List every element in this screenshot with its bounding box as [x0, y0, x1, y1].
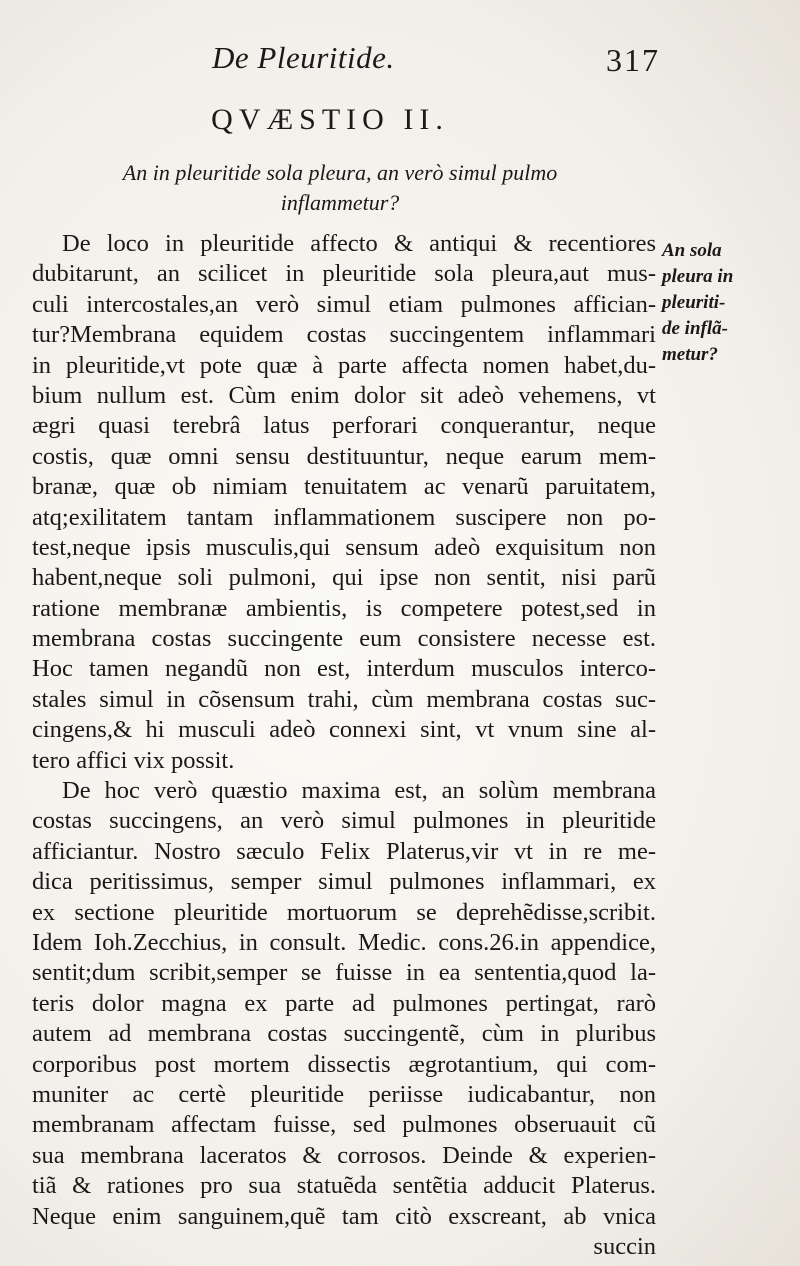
body-line: De loco in pleuritide affecto & antiqui & recentiores [62, 230, 656, 257]
body-line: tero affici vix possit. [32, 746, 235, 774]
body-line: Hoc tamen negandũ non est, interdum musculos interco- [32, 655, 656, 683]
body-line: sua membrana laceratos & corrosos. Deinde & experien- [32, 1141, 656, 1169]
body-line: De hoc verò quæstio maxima est, an solùm membrana [62, 777, 656, 805]
body-line: Neque enim sanguinem,quẽ tam citò exscreant, ab vnica [32, 1202, 656, 1230]
running-head [200, 40, 660, 80]
body-line: costas succingens, an verò simul pulmones in pleuritide [32, 807, 656, 835]
body-line: culi intercostales,an verò simul etiam pulmones affician- [32, 290, 656, 318]
question-heading: QVÆSTIO II. [211, 103, 449, 136]
body-line: afficiantur. Nostro sæculo Felix Platerus,vir vt in re me- [32, 837, 656, 865]
margin-note-line: pleura in [662, 266, 734, 287]
margin-note-line: de inflã- [662, 318, 728, 339]
body-line: tiã & rationes pro sua statuẽda sentẽtia adducit Platerus. [32, 1172, 656, 1200]
body-line: in pleuritide,vt pote quæ à parte affecta nomen habet,du- [32, 351, 656, 379]
body-line: bium nullum est. Cùm enim dolor sit adeò vehemens, vt [32, 381, 656, 409]
body-line: tur?Membrana equidem costas succingentem inflammari [32, 321, 656, 349]
question-title-line: inflammetur? [280, 190, 400, 215]
body-line: branæ, quæ ob nimiam tenuitatem ac venarũ paruitatem, [32, 473, 656, 501]
body-line: ægri quasi terebrâ latus perforari conquerantur, neque [32, 412, 656, 440]
body-line: membrana costas succingente eum consistere necesse est. [32, 625, 656, 653]
margin-note-line: An sola [662, 240, 722, 261]
catchword: succin [593, 1232, 656, 1260]
body-line: teris dolor magna ex parte ad pulmones pertingat, rarò [32, 989, 656, 1017]
body-text [32, 229, 656, 1262]
question-title [60, 158, 620, 218]
body-line: cingens,& hi musculi adeò connexi sint, vt vnum sine al- [32, 716, 656, 744]
body-line: atq;exilitatem tantam inflammationem suscipere non po- [32, 503, 656, 531]
running-title: De Pleuritide. [212, 40, 395, 75]
body-line: membranam affectam fuisse, sed pulmones obseruauit cũ [32, 1111, 656, 1139]
body-line: stales simul in cõsensum trahi, cùm membrana costas suc- [32, 685, 656, 713]
question-title-line: An in pleuritide sola pleura, an verò simul pulmo [122, 160, 558, 185]
margin-note-line: metur? [662, 344, 718, 365]
margin-note [662, 238, 782, 368]
body-line: costis, quæ omni sensu destituuntur, neque earum mem- [32, 442, 656, 470]
body-line: muniter ac certè pleuritide periisse iudicabantur, non [32, 1080, 656, 1108]
body-line: test,neque ipsis musculis,qui sensum adeò exquisitum non [32, 533, 656, 561]
body-line: ratione membranæ ambientis, is competere potest,sed in [32, 594, 656, 622]
body-line: sentit;dum scribit,semper se fuisse in ea sententia,quod la- [32, 959, 656, 987]
body-line: habent,neque soli pulmoni, qui ipse non sentit, nisi parũ [32, 564, 656, 592]
body-line: ex sectione pleuritide mortuorum se deprehẽdisse,scribit. [32, 898, 656, 926]
body-line: dica peritissimus, semper simul pulmones inflammari, ex [32, 868, 656, 896]
body-line: dubitarunt, an scilicet in pleuritide sola pleura,aut mus- [32, 260, 656, 288]
page-number: 317 [606, 42, 660, 78]
margin-note-line: pleuriti- [662, 292, 726, 313]
body-line: autem ad membrana costas succingentẽ, cùm in pluribus [32, 1020, 656, 1048]
body-line: corporibus post mortem dissectis ægrotantium, qui com- [32, 1050, 656, 1078]
body-line: Idem Ioh.Zecchius, in consult. Medic. cons.26.in appendice, [32, 928, 656, 956]
